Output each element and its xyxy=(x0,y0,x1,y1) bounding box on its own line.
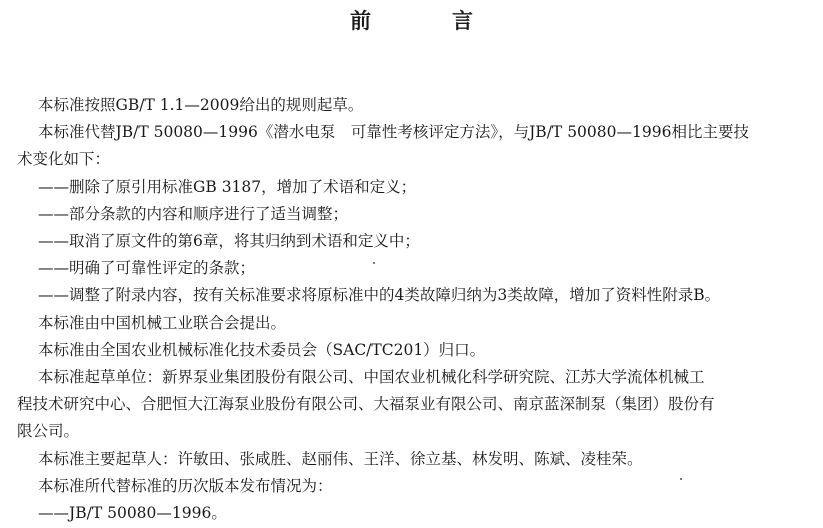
paragraph-replacement-line-2: 术变化如下： xyxy=(17,150,111,169)
scan-speck xyxy=(680,478,682,480)
change-item-2: ——部分条款的内容和顺序进行了适当调整； xyxy=(38,204,349,223)
paragraph-centralized-by: 本标准由全国农业机械标准化技术委员会（SAC/TC201）归口。 xyxy=(38,340,486,359)
paragraph-drafting-rules: 本标准按照GB/T 1.1—2009给出的规则起草。 xyxy=(38,96,364,114)
paragraph-replacement-line-1: 本标准代替JB/T 50080—1996《潜水电泵 可靠性考核评定方法》，与JB/T 50080—1996相比主要技 xyxy=(38,123,749,142)
change-item-5: ——调整了附录内容，按有关标准要求将原标准中的4类故障归纳为3类故障，增加了资料性附录B。 xyxy=(38,286,721,305)
paragraph-drafting-units-line-2: 程技术研究中心、合肥恒大江海泵业股份有限公司、大福泵业有限公司、南京蓝深制泵（集团）股份有 xyxy=(17,395,715,414)
paragraph-proposed-by: 本标准由中国机械工业联合会提出。 xyxy=(38,313,287,332)
change-item-3: ——取消了原文件的第6章，将其归纳到术语和定义中； xyxy=(38,232,420,251)
scan-speck xyxy=(373,262,375,264)
previous-edition-item: ——JB/T 50080—1996。 xyxy=(38,504,227,523)
paragraph-previous-editions: 本标准所代替标准的历次版本发布情况为： xyxy=(38,476,333,495)
change-item-4: ——明确了可靠性评定的条款； xyxy=(38,259,256,278)
paragraph-main-drafters: 本标准主要起草人：许敏田、张咸胜、赵丽伟、王洋、徐立基、林发明、陈斌、凌桂荣。 xyxy=(38,449,643,468)
change-item-1: ——删除了原引用标准GB 3187，增加了术语和定义； xyxy=(38,177,417,196)
paragraph-drafting-units-line-1: 本标准起草单位：新界泵业集团股份有限公司、中国农业机械化科学研究院、江苏大学流体机械工 xyxy=(38,368,705,387)
page-title: 前 言 xyxy=(350,9,503,33)
paragraph-drafting-units-line-3: 限公司。 xyxy=(17,422,80,441)
document-body xyxy=(0,92,823,527)
